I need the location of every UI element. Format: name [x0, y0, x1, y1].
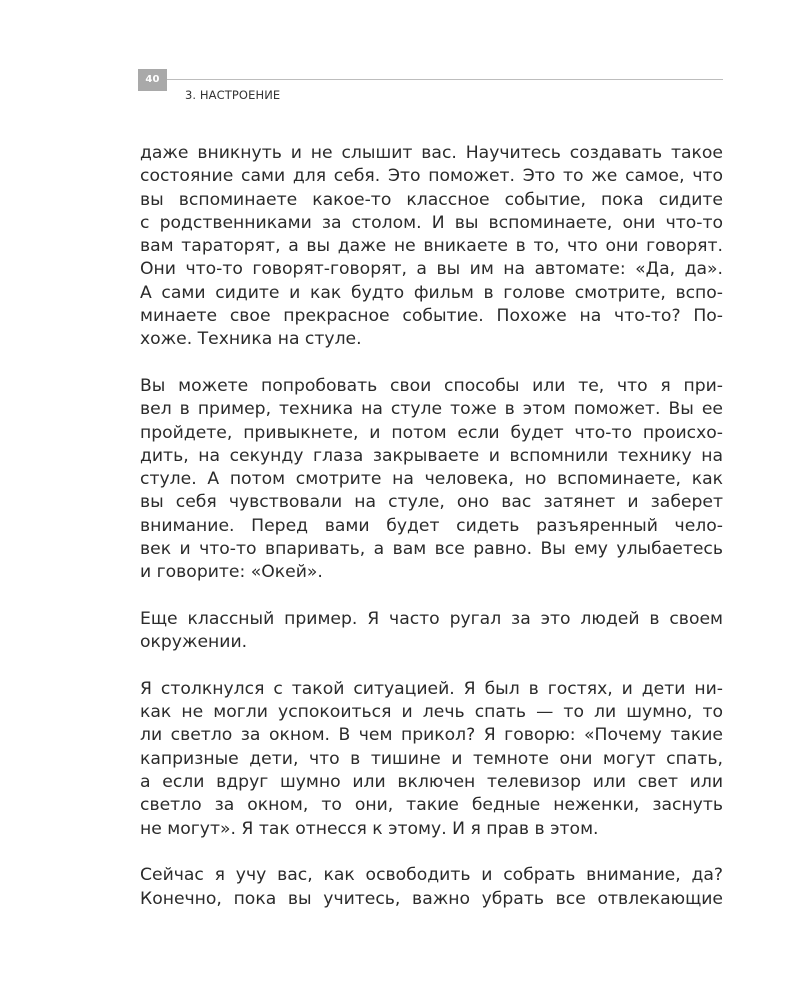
text-line: состояние сами для себя. Это поможет. Это то же самое, что [140, 166, 723, 187]
header-rule [167, 79, 723, 80]
text-line: вы вспоминаете какое-то классное событие, пока сидите [140, 189, 723, 210]
text-line: Они что-то говорят-говорят, а вы им на автомате: «Да, да». [140, 259, 723, 280]
paragraph-4 [140, 678, 723, 841]
text-line: вел в пример, техника на стуле тоже в этом поможет. Вы ее [140, 399, 723, 420]
text-line: ли светло за окном. В чем прикол? Я говорю: «Почему такие [140, 725, 723, 746]
text-line: Вы можете попробовать свои способы или те, что я при- [140, 375, 723, 396]
page-number: 40 [138, 69, 167, 91]
text-line: дить, на секунду глаза закрываете и вспомнили технику на [140, 445, 723, 466]
paragraph-5 [140, 864, 723, 911]
text-line: минаете свое прекрасное событие. Похоже на что-то? По- [140, 306, 723, 327]
chapter-title: 3. НАСТРОЕНИЕ [185, 88, 281, 102]
text-line: капризные дети, что в тишине и темноте они могут спать, [140, 748, 723, 769]
text-line: и говорите: «Окей». [140, 562, 323, 583]
text-line: как не могли успокоиться и лечь спать — то ли шумно, то [140, 702, 723, 723]
text-line: вы себя чувствовали на стуле, оно вас затянет и заберет [140, 492, 723, 513]
body-text [140, 142, 723, 934]
text-line: Еще классный пример. Я часто ругал за это людей в своем [140, 608, 723, 629]
text-line: вам тараторят, а вы даже не вникаете в то, что они говорят. [140, 236, 723, 257]
paragraph-1 [140, 142, 723, 352]
text-line: Сейчас я учу вас, как освободить и собрать внимание, да? [140, 865, 723, 886]
text-line: даже вникнуть и не слышит вас. Научитесь создавать такое [140, 143, 723, 163]
text-line: внимание. Перед вами будет сидеть разъяренный чело- [140, 515, 723, 536]
text-line: Я столкнулся с такой ситуацией. Я был в гостях, и дети ни- [140, 678, 723, 699]
text-line: а если вдруг шумно или включен телевизор или свет или [140, 772, 723, 793]
text-line: стуле. А потом смотрите на человека, но вспоминаете, как [140, 469, 723, 490]
text-line: окружении. [140, 632, 248, 653]
paragraph-3 [140, 608, 723, 655]
text-line: век и что-то впаривать, а вам все равно. Вы ему улыбаетесь [140, 539, 723, 560]
text-line: пройдете, привыкнете, и потом если будет что-то происхо- [140, 422, 723, 443]
text-line: не могут». Я так отнесся к этому. И я прав в этом. [140, 818, 599, 839]
text-line: А сами сидите и как будто фильм в голове смотрите, вспо- [140, 282, 723, 303]
text-line: хоже. Техника на стуле. [140, 329, 362, 350]
text-line: светло за окном, то они, такие бедные неженки, заснуть [140, 795, 723, 816]
text-line: с родственниками за столом. И вы вспоминаете, они что-то [140, 212, 723, 233]
paragraph-2 [140, 375, 723, 585]
text-line: Конечно, пока вы учитесь, важно убрать все отвлекающие [140, 888, 723, 909]
